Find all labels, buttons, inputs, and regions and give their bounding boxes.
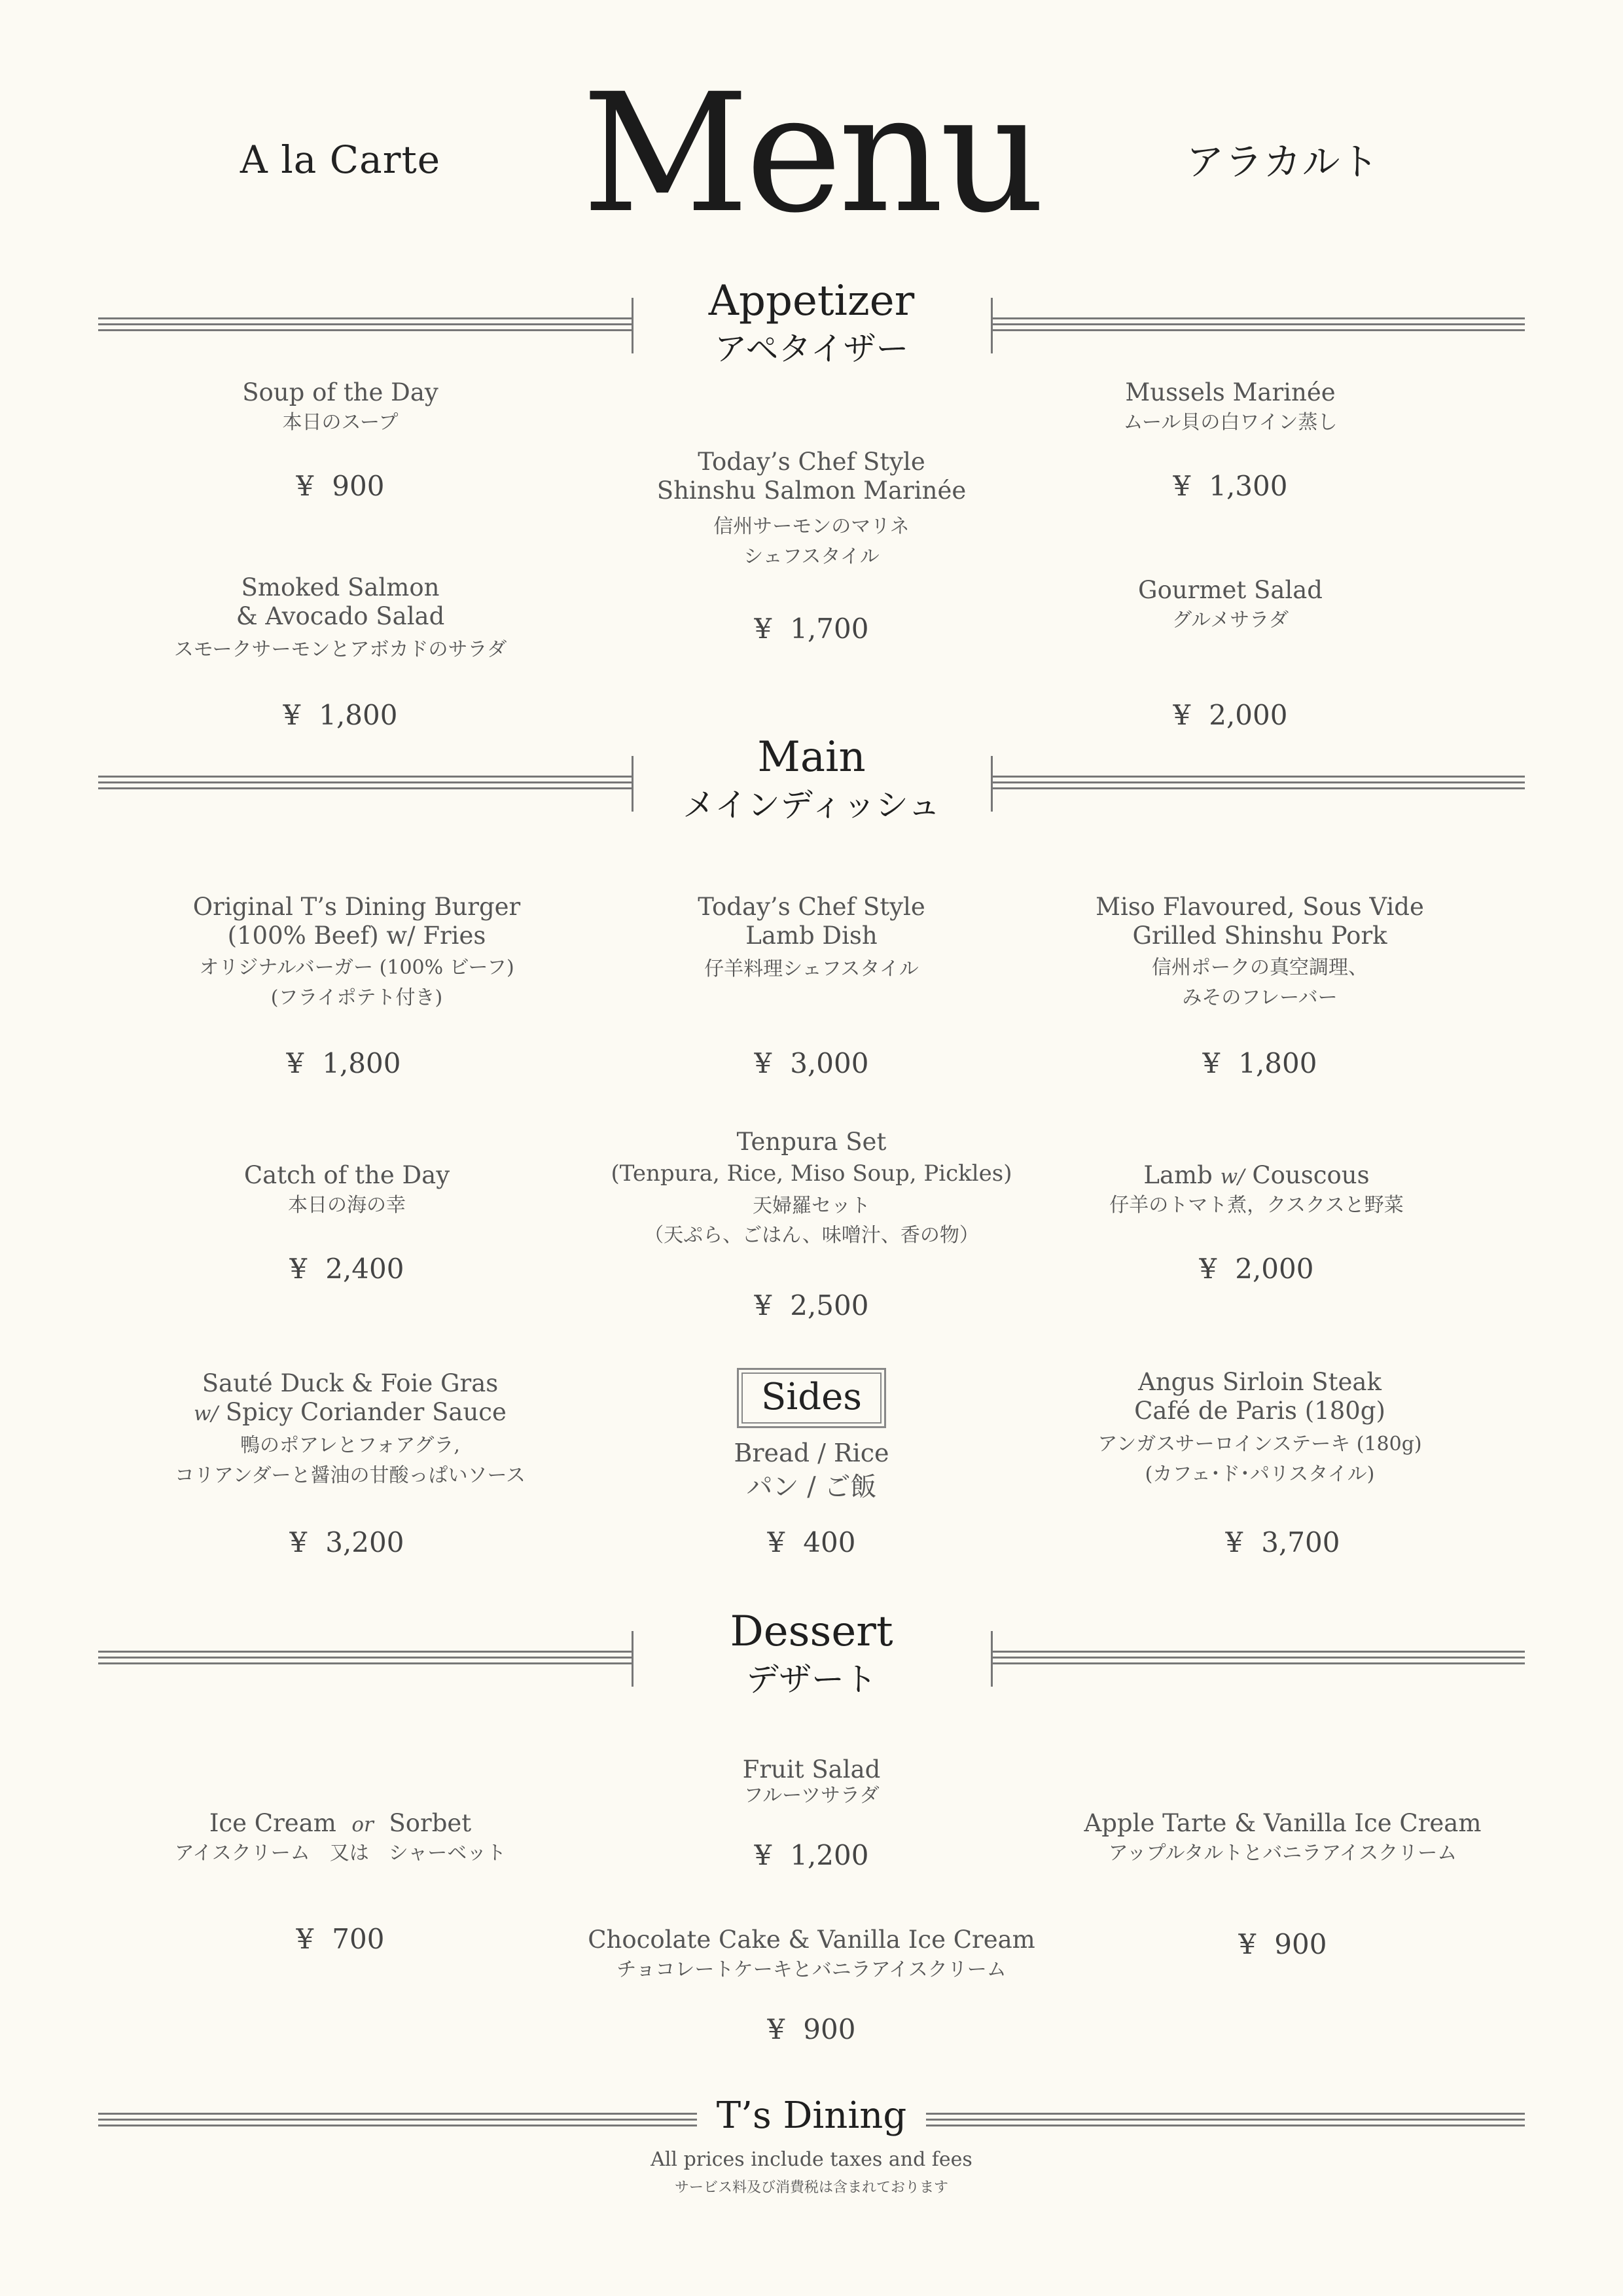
item-name-jp: 信州サーモンのマリネ — [713, 515, 910, 539]
section-title: Appetizer — [708, 277, 915, 325]
divider-left — [98, 2113, 697, 2127]
item-name-jp: 仔羊料理シェフスタイル — [704, 958, 919, 981]
divider-tick — [632, 756, 633, 812]
item-name-jp: コリアンダーと醤油の甘酸っぱいソース — [174, 1463, 526, 1487]
divider-left — [98, 317, 632, 332]
item-name-jp: グルメサラダ — [1172, 608, 1289, 632]
menu-item — [550, 1368, 1073, 1506]
item-name: (Tenpura, Rice, Miso Soup, Pickles) — [611, 1160, 1012, 1187]
item-name-jp: フルーツサラダ — [743, 1784, 880, 1807]
item-price: ¥ 3,200 — [289, 1526, 404, 1558]
menu-item — [88, 1369, 612, 1490]
menu-item — [95, 893, 618, 1012]
item-name-jp: 天婦羅セット — [753, 1194, 870, 1217]
a-la-carte-label: A la Carte — [240, 137, 441, 182]
menu-item — [550, 1755, 1073, 1810]
item-price: ¥ 700 — [296, 1923, 385, 1955]
item-name: Gourmet Salad — [1138, 576, 1323, 604]
item-name: Sauté Duck & Foie Gras — [202, 1369, 499, 1397]
menu-item — [85, 1161, 609, 1219]
divider-right — [926, 2113, 1525, 2127]
item-price: ¥ 2,000 — [1199, 1253, 1314, 1285]
item-price: ¥ 2,000 — [1173, 699, 1288, 731]
item-price: ¥ 400 — [767, 1526, 856, 1558]
menu-item — [550, 1926, 1073, 1984]
item-price: ¥ 1,200 — [754, 1839, 869, 1871]
item-name: Lamb Dish — [745, 921, 878, 950]
item-name: Apple Tarte & Vanilla Ice Cream — [1084, 1809, 1482, 1837]
item-price: ¥ 1,700 — [754, 613, 869, 645]
section-appetizer-heading — [648, 278, 975, 370]
item-name-jp: (フライポテト付き) — [270, 986, 443, 1009]
section-main-heading — [648, 734, 975, 827]
item-name: w/ — [1220, 1165, 1245, 1189]
item-name: Angus Sirloin Steak — [1138, 1368, 1382, 1396]
menu-item — [998, 1368, 1522, 1488]
menu-item — [995, 1161, 1518, 1219]
item-name-jp: 本日のスープ — [282, 410, 399, 434]
item-name: Ice Cream — [209, 1809, 336, 1837]
footer-note — [550, 2148, 1073, 2197]
item-name: w/ — [194, 1401, 219, 1426]
section-title: Dessert — [730, 1607, 893, 1656]
a-la-carte-jp-label: アラカルト — [1186, 139, 1380, 184]
menu-item — [550, 893, 1073, 984]
item-name-jp: シェフスタイル — [743, 545, 880, 568]
menu-item — [969, 576, 1492, 634]
divider-right — [993, 317, 1525, 332]
section-subtitle: アペタイザー — [714, 330, 909, 368]
item-price: ¥ 1,800 — [1202, 1047, 1317, 1079]
divider-left — [98, 776, 632, 790]
divider-tick — [632, 298, 633, 353]
section-subtitle: デザート — [746, 1660, 877, 1699]
sides-label-box — [737, 1368, 886, 1428]
item-name: Café de Paris (180g) — [1134, 1396, 1385, 1425]
item-name: Spicy Coriander Sauce — [225, 1397, 507, 1426]
item-name-jp: スモークサーモンとアボカドのサラダ — [173, 638, 507, 662]
item-name-jp: 鴨のポアレとフォアグラ, — [240, 1434, 460, 1458]
item-name-jp: チョコレートケーキとバニラアイスクリーム — [616, 1958, 1007, 1981]
item-name-jp: オリジナルバーガー (100% ビーフ) — [199, 956, 514, 980]
menu-item — [79, 378, 602, 437]
item-name: Today’s Chef Style — [698, 893, 925, 921]
divider-left — [98, 1651, 632, 1665]
divider-right — [993, 1651, 1525, 1665]
item-name: Today’s Chef Style — [698, 448, 925, 476]
item-name: Fruit Salad — [742, 1755, 881, 1784]
item-name-jp: アンガスサーロインステーキ (180g) — [1097, 1433, 1422, 1456]
item-name: Sorbet — [389, 1809, 472, 1837]
item-name: Lamb — [1143, 1161, 1213, 1189]
item-price: ¥ 2,400 — [289, 1253, 404, 1285]
item-name: Chocolate Cake & Vanilla Ice Cream — [588, 1926, 1035, 1954]
item-name: (100% Beef) w/ Fries — [227, 921, 486, 950]
item-name: Miso Flavoured, Sous Vide — [1096, 893, 1424, 921]
item-name-jp: ムール貝の白ワイン蒸し — [1123, 410, 1338, 434]
item-price: ¥ 900 — [767, 2013, 856, 2045]
item-price: ¥ 2,500 — [754, 1289, 869, 1321]
item-name: Tenpura Set — [736, 1128, 887, 1156]
item-name-jp: 仔羊のトマト煮，クスクスと野菜 — [1109, 1193, 1404, 1217]
tax-note-jp: サービス料及び消費税は含まれております — [674, 2179, 948, 2196]
item-name: Mussels Marinée — [1125, 378, 1336, 406]
item-price: ¥ 900 — [1238, 1928, 1327, 1960]
item-name-jp: パン / ご飯 — [746, 1472, 877, 1503]
item-name-jp: 信州ポークの真空調理、 — [1152, 956, 1368, 980]
item-price: ¥ 3,000 — [754, 1047, 869, 1079]
section-subtitle: メインディッシュ — [683, 786, 940, 825]
item-name: & Avocado Salad — [236, 601, 445, 630]
section-title: Main — [757, 733, 866, 781]
menu-item — [1021, 1809, 1544, 1867]
item-name-jp: (カフェ･ド･パリスタイル) — [1145, 1462, 1375, 1486]
item-price: ¥ 1,300 — [1173, 470, 1288, 502]
item-name-jp: みそのフレーバー — [1182, 986, 1338, 1009]
menu-item — [969, 378, 1492, 437]
item-name-jp: アップルタルトとバニラアイスクリーム — [1108, 1841, 1457, 1865]
page-title: Menu — [582, 58, 1041, 249]
item-name: Soup of the Day — [242, 378, 438, 406]
item-name: Bread / Rice — [734, 1439, 889, 1468]
menu-item — [79, 573, 602, 664]
item-name: Catch of the Day — [243, 1161, 450, 1189]
item-name: Grilled Shinshu Pork — [1132, 921, 1387, 950]
section-dessert-heading — [648, 1609, 975, 1701]
menu-item — [550, 448, 1073, 571]
tax-note: All prices include taxes and fees — [651, 2148, 972, 2171]
item-price: ¥ 1,800 — [286, 1047, 401, 1079]
item-name-jp: アイスクリーム 又は シャーベット — [174, 1841, 507, 1865]
item-name: Smoked Salmon — [241, 573, 440, 601]
divider-right — [993, 776, 1525, 790]
brand-name: T’s Dining — [716, 2094, 907, 2137]
item-price: ¥ 900 — [296, 470, 385, 502]
item-name-jp: （天ぷら、ごはん、味噌汁、香の物） — [644, 1224, 979, 1247]
menu-item — [79, 1809, 602, 1867]
sides-label: Sides — [741, 1372, 882, 1424]
divider-tick — [632, 1631, 633, 1687]
item-name: Original T’s Dining Burger — [192, 893, 521, 921]
menu-item — [998, 893, 1522, 1012]
item-price: ¥ 1,800 — [283, 699, 398, 731]
item-name: Couscous — [1252, 1161, 1370, 1189]
item-name: or — [351, 1813, 374, 1837]
item-price: ¥ 3,700 — [1225, 1526, 1340, 1558]
item-name-jp: 本日の海の幸 — [288, 1193, 406, 1217]
item-name: Shinshu Salmon Marinée — [656, 476, 967, 505]
